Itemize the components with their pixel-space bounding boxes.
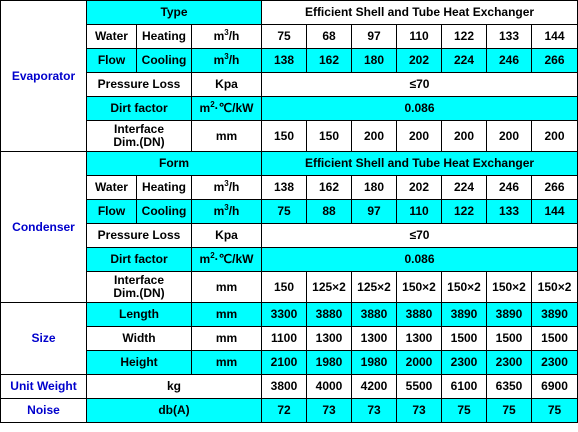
size-height-row [1, 351, 578, 375]
dirt-factor-label: Dirt factor [87, 97, 192, 121]
value-cell: 162 [307, 49, 352, 73]
interface-label: Interface Dim.(DN) [87, 272, 192, 303]
pressure-loss-label: Pressure Loss [87, 224, 192, 248]
value-cell: 3880 [352, 303, 397, 327]
value-cell: 1300 [352, 327, 397, 351]
section-evaporator: Evaporator [1, 1, 87, 152]
dirt-factor-unit: $m^2\cdot℃/kW$ [192, 248, 262, 272]
value-cell: 266 [532, 49, 578, 73]
length-unit: mm [192, 303, 262, 327]
height-label: Height [87, 351, 192, 375]
value-cell: 3800 [262, 375, 307, 399]
value-cell: 150 [307, 121, 352, 152]
value-cell: 1500 [487, 327, 532, 351]
flow-label: Flow [87, 200, 137, 224]
size-width-row [1, 327, 578, 351]
value-cell: 5500 [397, 375, 442, 399]
condenser-heating-row [1, 176, 578, 200]
evaporator-dirt-row [1, 97, 578, 121]
type-label: Type [87, 1, 262, 25]
value-cell: 2300 [487, 351, 532, 375]
value-cell: 73 [397, 399, 442, 423]
cooling-label: Cooling [137, 200, 192, 224]
value-cell: 133 [487, 25, 532, 49]
value-cell: 75 [262, 25, 307, 49]
value-cell: 97 [352, 200, 397, 224]
value-cell: 133 [487, 200, 532, 224]
interface-unit: mm [192, 272, 262, 303]
unit-weight-unit: kg [87, 375, 262, 399]
value-cell: 122 [442, 200, 487, 224]
value-cell: 246 [487, 176, 532, 200]
value-cell: 150×2 [487, 272, 532, 303]
value-cell: 224 [442, 176, 487, 200]
heating-label: Heating [137, 25, 192, 49]
water-label: Water [87, 176, 137, 200]
value-cell: 3880 [307, 303, 352, 327]
section-size: Size [1, 303, 87, 375]
value-cell: 75 [532, 399, 578, 423]
value-cell: 73 [307, 399, 352, 423]
value-cell: 1980 [307, 351, 352, 375]
interface-unit: mm [192, 121, 262, 152]
evaporator-cooling-row [1, 49, 578, 73]
evaporator-pressure-row [1, 73, 578, 97]
value-cell: 150×2 [532, 272, 578, 303]
value-cell: 4200 [352, 375, 397, 399]
value-cell: 200 [442, 121, 487, 152]
dirt-factor-value: 0.086 [262, 248, 578, 272]
value-cell: 6100 [442, 375, 487, 399]
flow-unit: $m^3/h$ [192, 25, 262, 49]
value-cell: 202 [397, 176, 442, 200]
dirt-factor-label: Dirt factor [87, 248, 192, 272]
pressure-loss-unit: Kpa [192, 73, 262, 97]
height-unit: mm [192, 351, 262, 375]
value-cell: 6350 [487, 375, 532, 399]
value-cell: 2100 [262, 351, 307, 375]
value-cell: 144 [532, 25, 578, 49]
value-cell: 144 [532, 200, 578, 224]
flow-unit: $m^3/h$ [192, 49, 262, 73]
value-cell: 110 [397, 25, 442, 49]
noise-unit: db(A) [87, 399, 262, 423]
condenser-cooling-row [1, 200, 578, 224]
value-cell: 224 [442, 49, 487, 73]
value-cell: 75 [487, 399, 532, 423]
value-cell: 150×2 [397, 272, 442, 303]
value-cell: 200 [397, 121, 442, 152]
value-cell: 200 [487, 121, 532, 152]
cooling-label: Cooling [137, 49, 192, 73]
value-cell: 138 [262, 176, 307, 200]
value-cell: 1300 [397, 327, 442, 351]
value-cell: 3890 [532, 303, 578, 327]
value-cell: 3880 [397, 303, 442, 327]
value-cell: 150 [262, 272, 307, 303]
flow-unit: $m^3/h$ [192, 176, 262, 200]
condenser-interface-row [1, 272, 578, 303]
value-cell: 1100 [262, 327, 307, 351]
value-cell: 1500 [442, 327, 487, 351]
value-cell: 150×2 [442, 272, 487, 303]
value-cell: 75 [442, 399, 487, 423]
value-cell: 1500 [532, 327, 578, 351]
value-cell: 2300 [532, 351, 578, 375]
value-cell: 110 [397, 200, 442, 224]
interface-label: Interface Dim.(DN) [87, 121, 192, 152]
section-noise: Noise [1, 399, 87, 423]
value-cell: 97 [352, 25, 397, 49]
value-cell: 1980 [352, 351, 397, 375]
value-cell: 68 [307, 25, 352, 49]
evaporator-interface-row [1, 121, 578, 152]
value-cell: 2300 [442, 351, 487, 375]
value-cell: 72 [262, 399, 307, 423]
value-cell: 4000 [307, 375, 352, 399]
pressure-loss-value: ≤70 [262, 224, 578, 248]
section-unit-weight: Unit Weight [1, 375, 87, 399]
value-cell: 246 [487, 49, 532, 73]
width-label: Width [87, 327, 192, 351]
value-cell: 180 [352, 49, 397, 73]
value-cell: 138 [262, 49, 307, 73]
value-cell: 125×2 [352, 272, 397, 303]
condenser-form-row [1, 152, 578, 176]
value-cell: 122 [442, 25, 487, 49]
section-condenser: Condenser [1, 152, 87, 303]
water-label: Water [87, 25, 137, 49]
value-cell: 1300 [307, 327, 352, 351]
pressure-loss-value: ≤70 [262, 73, 578, 97]
condenser-dirt-row [1, 248, 578, 272]
unit-weight-row [1, 375, 578, 399]
condenser-pressure-row [1, 224, 578, 248]
dirt-factor-unit: $m^2\cdot℃/kW$ [192, 97, 262, 121]
flow-unit: $m^3/h$ [192, 200, 262, 224]
value-cell: 266 [532, 176, 578, 200]
value-cell: 3890 [442, 303, 487, 327]
length-label: Length [87, 303, 192, 327]
value-cell: 2000 [397, 351, 442, 375]
value-cell: 200 [352, 121, 397, 152]
form-label: Form [87, 152, 262, 176]
evaporator-type-row [1, 1, 578, 25]
pressure-loss-unit: Kpa [192, 224, 262, 248]
form-value: Efficient Shell and Tube Heat Exchanger [262, 152, 578, 176]
type-value: Efficient Shell and Tube Heat Exchanger [262, 1, 578, 25]
width-unit: mm [192, 327, 262, 351]
value-cell: 200 [532, 121, 578, 152]
value-cell: 180 [352, 176, 397, 200]
value-cell: 202 [397, 49, 442, 73]
value-cell: 6900 [532, 375, 578, 399]
value-cell: 3300 [262, 303, 307, 327]
noise-row [1, 399, 578, 423]
value-cell: 73 [352, 399, 397, 423]
evaporator-heating-row [1, 25, 578, 49]
value-cell: 88 [307, 200, 352, 224]
heating-label: Heating [137, 176, 192, 200]
size-length-row [1, 303, 578, 327]
value-cell: 150 [262, 121, 307, 152]
value-cell: 3890 [487, 303, 532, 327]
pressure-loss-label: Pressure Loss [87, 73, 192, 97]
value-cell: 162 [307, 176, 352, 200]
value-cell: 125×2 [307, 272, 352, 303]
value-cell: 75 [262, 200, 307, 224]
flow-label: Flow [87, 49, 137, 73]
dirt-factor-value: 0.086 [262, 97, 578, 121]
